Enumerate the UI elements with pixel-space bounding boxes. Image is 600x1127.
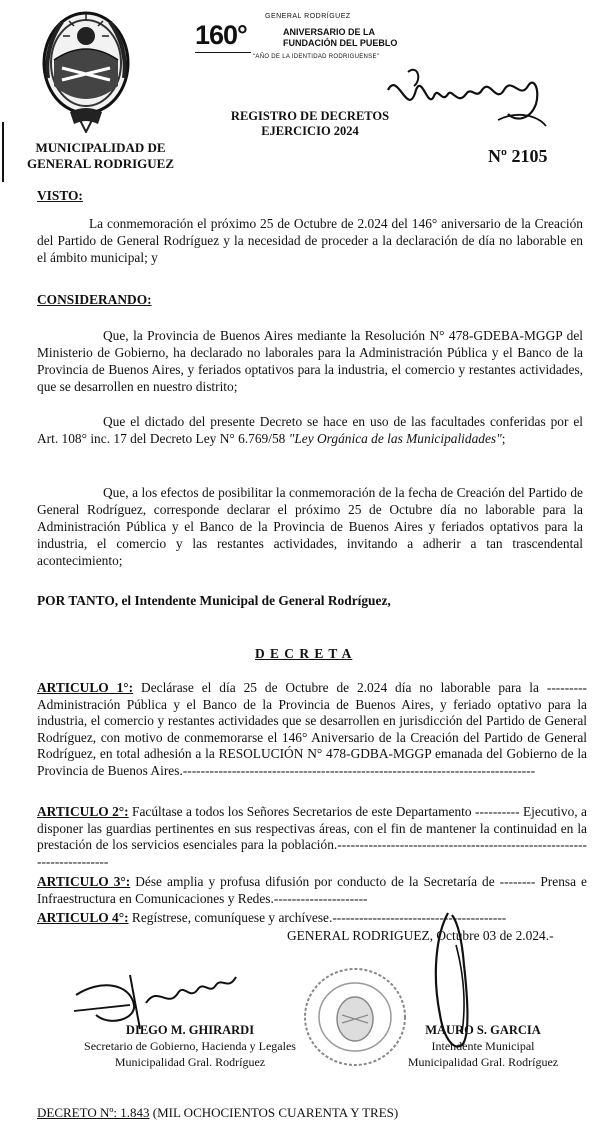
- articulo-2-label: ARTICULO 2°:: [37, 804, 129, 819]
- visto-text: La conmemoración el próximo 25 de Octubre de 2.024 del 146° aniversario de la Creación del Partido de General Rodríguez y la necesidad de proceder a la declaración de día no laborable en el ámbito municipal; y: [37, 216, 583, 265]
- articulo-1: [37, 680, 587, 779]
- anniversary-top-text: GENERAL RODRÍGUEZ: [265, 13, 351, 20]
- articulo-4-text: Regístrese, comuníquese y archívese.---------------------------------------: [131, 910, 507, 925]
- registro-line-2: EJERCICIO 2024: [261, 124, 359, 138]
- articulo-4: [37, 910, 587, 927]
- right-signatory-name: MAURO S. GARCIA: [425, 1023, 541, 1037]
- anniversary-number: 160°: [195, 20, 247, 50]
- decreta-heading: D E C R E T A: [255, 646, 353, 661]
- considerando-paragraph-3: Que, a los efectos de posibilitar la conmemoración de la fecha de Creación del Partido de General Rodríguez, corresponde declarar el próximo 25 de Octubre día no laborable para la Administración Pública y el Banco de la Provincia de Buenos Aires y feriados optativos para la industria, el comercio y las restantes actividades, invitando a adherir a tan trascendental acontecimiento;: [37, 485, 583, 568]
- municipalidad-line-2: GENERAL RODRIGUEZ: [27, 156, 174, 171]
- left-margin-line: [2, 122, 4, 182]
- anniversary-line-1: ANIVERSARIO DE LA: [283, 27, 376, 37]
- registro-title: [205, 109, 415, 139]
- articulo-3: [37, 874, 587, 907]
- visto-heading: VISTO:: [37, 188, 83, 203]
- left-signatory-title: Secretario de Gobierno, Hacienda y Legales: [84, 1039, 296, 1053]
- footer-decree-label: DECRETO Nº: 1.843: [37, 1105, 150, 1120]
- considerando-p2-end: ;: [501, 431, 506, 446]
- coat-of-arms-icon: [40, 8, 132, 133]
- right-signatory-title: Intendente Municipal: [431, 1039, 535, 1053]
- footer-decree-words: (MIL OCHOCIENTOS CUARENTA Y TRES): [149, 1105, 399, 1120]
- articulo-2-text: Facúltase a todos los Señores Secretarios de este Departamento ---------- Ejecutivo, a disponer las guardias pertinentes en sus respectivas áreas, con el fin de mantener la continuidad en la prestación de los servicios esenciales para la población.------------------------------------------------------------------------: [37, 804, 587, 869]
- decree-number: Nº 2105: [488, 146, 548, 166]
- registro-line-1: REGISTRO DE DECRETOS: [230, 109, 390, 123]
- left-signatory-org: Municipalidad Gral. Rodríguez: [114, 1055, 266, 1069]
- coat-of-arms: [40, 8, 132, 133]
- articulo-3-text: Dése amplia y profusa difusión por conducto de la Secretaría de -------- Prensa e Infraestructura en Comunicaciones y Redes.---------------------: [37, 874, 587, 906]
- considerando-p2-law: "Ley Orgánica de las Municipalidades": [288, 431, 502, 446]
- anniversary-line-2: FUNDACIÓN DEL PUEBLO: [283, 38, 398, 48]
- considerando-p2-text: Que el dictado del presente Decreto se hace en uso de las facultades conferidas por el Art. 108° inc. 17 del Decreto Ley N° 6.769/58: [37, 414, 583, 446]
- articulo-1-text: Declárase el día 25 de Octubre de 2.024 día no laborable para la --------- Administración Pública y el Banco de la Provincia de Buenos Aires, y feriado optativo para la industria, el comercio y restantes actividades que se desarrollen en jurisdicción del Partido de General Rodríguez, con motivo de conmemorarse el 146° Aniversario de la Creación del Partido de General Rodríguez, en total adhesión a la RESOLUCIÓN N° 478-GDBA-MGGP emanada del Gobierno de la Provincia de Buenos Aires.-------------------------------------------------------------------------------: [37, 680, 587, 778]
- fecha: GENERAL RODRIGUEZ, Octubre 03 de 2.024.-: [287, 928, 554, 943]
- municipalidad-line-1: MUNICIPALIDAD DE: [35, 140, 166, 155]
- right-signatory: [388, 1022, 578, 1070]
- considerando-paragraph-2: [37, 413, 583, 447]
- municipalidad-title: [8, 140, 193, 172]
- left-signatory-name: DIEGO M. GHIRARDI: [125, 1023, 255, 1037]
- left-signatory: [45, 1022, 335, 1070]
- articulo-2: [37, 804, 587, 870]
- anniversary-subtitle: "AÑO DE LA IDENTIDAD RODRIGUENSE": [253, 54, 380, 60]
- articulo-3-label: ARTICULO 3°:: [37, 874, 131, 889]
- articulo-1-label: ARTICULO 1°:: [37, 680, 134, 695]
- articulo-4-label: ARTICULO 4°:: [37, 910, 129, 925]
- footer-decree: [37, 1105, 398, 1121]
- considerando-heading: CONSIDERANDO:: [37, 292, 152, 307]
- right-signatory-org: Municipalidad Gral. Rodríguez: [407, 1055, 559, 1069]
- considerando-paragraph-1: Que, la Provincia de Buenos Aires mediante la Resolución N° 478-GDEBA-MGGP del Ministerio de Gobierno, ha declarado no laborales para la Administración Pública y el Banco de la Provincia de Buenos Aires, y feriados optativos para la industria, el comercio y restantes actividades, que se desarrollen en nuestro distrito;: [37, 328, 583, 394]
- por-tanto: POR TANTO, el Intendente Municipal de General Rodríguez,: [37, 593, 391, 608]
